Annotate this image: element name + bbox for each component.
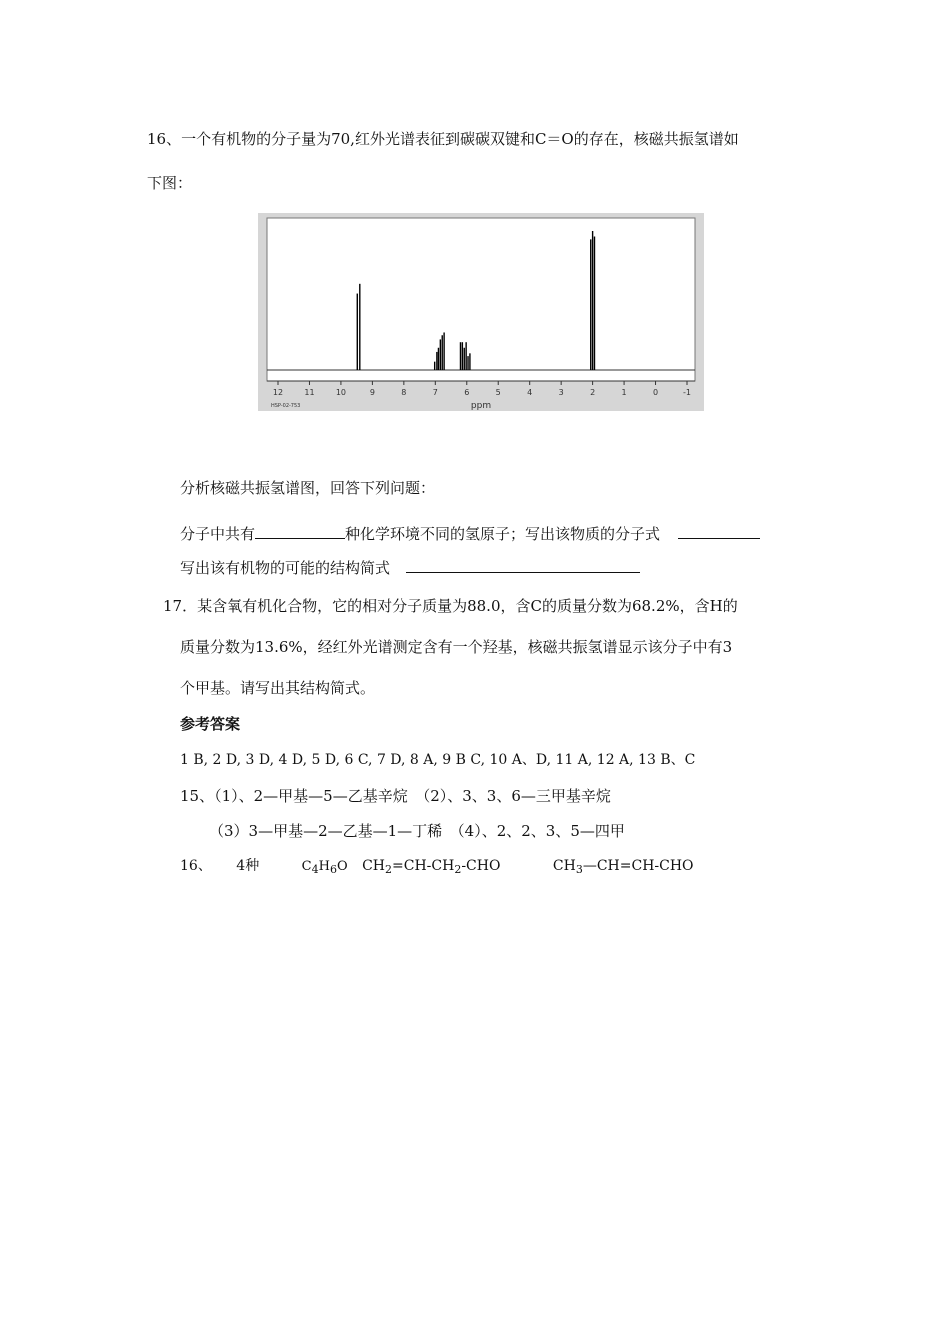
q16-ask1 <box>180 523 760 544</box>
x-tick-label: 6 <box>464 388 470 397</box>
answers-line1: 1 B, 2 D, 3 D, 4 D, 5 D, 6 C, 7 D, 8 A, 9 B C, 10 A、D, 11 A, 12 A, 13 B、C <box>180 752 696 768</box>
q16-ask1-part-b: 种化学环境不同的氢原子；写出该物质的分子式 <box>345 525 661 543</box>
q16-ask1-part-a: 分子中共有 <box>180 525 256 543</box>
x-tick-label: 7 <box>432 388 438 397</box>
answer-blank-structure[interactable] <box>406 558 640 573</box>
answer-blank-h-count[interactable] <box>255 524 345 539</box>
figure-code: HSP-02-753 <box>271 403 301 409</box>
x-tick-label: 10 <box>335 388 347 397</box>
x-tick-label: 11 <box>304 388 315 397</box>
answer16-number: 16、 <box>180 858 212 874</box>
x-tick-label: 0 <box>652 388 659 397</box>
x-tick-label: 4 <box>527 388 533 397</box>
x-tick-label: 8 <box>401 388 407 397</box>
q17-line3: 个甲基。请写出其结构简式。 <box>180 679 376 697</box>
x-tick-label: 1 <box>621 388 627 397</box>
x-tick-label: 9 <box>369 388 375 397</box>
x-tick-label: 3 <box>558 388 564 397</box>
answer16-count: 4种 <box>236 858 260 874</box>
answer-blank-formula[interactable] <box>678 524 760 539</box>
x-axis-label: ppm <box>470 401 492 411</box>
q17-line1: 17．某含氧有机化合物，它的相对分子质量为88.0，含C的质量分数为68.2%，含H的 <box>163 597 738 615</box>
answers-line2: 15、（1）、2—甲基—5—乙基辛烷 （2）、3、3、6—三甲基辛烷 <box>180 787 611 805</box>
x-tick-label: -1 <box>683 388 691 397</box>
q16-line1: 16、一个有机物的分子量为70,红外光谱表征到碳碳双键和C＝O的存在，核磁共振氢谱如 <box>147 130 739 148</box>
answers-line4 <box>180 855 694 876</box>
nmr-spectrum-chart <box>258 213 704 411</box>
answer16-formula: $C_4H_6O$ <box>301 859 348 876</box>
q16-ask2-text: 写出该有机物的可能的结构简式 <box>180 559 391 577</box>
answer16-structure-1: $CH_2=CH-CH_2$-CHO <box>362 858 501 876</box>
x-tick-label: 5 <box>495 388 501 397</box>
x-tick-label: 12 <box>272 388 284 397</box>
answers-line3: （3）3—甲基—2—乙基—1—丁稀 （4）、2、2、3、5—四甲 <box>209 822 625 840</box>
answers-title: 参考答案 <box>180 715 241 733</box>
q17-line2: 质量分数为13.6%，经红外光谱测定含有一个羟基，核磁共振氢谱显示该分子中有3 <box>180 638 733 656</box>
x-tick-label: 2 <box>590 388 596 397</box>
answer16-structure-2: $CH_3—CH=CH$-CHO <box>552 858 694 876</box>
q16-analyze: 分析核磁共振氢谱图，回答下列问题： <box>180 479 436 497</box>
plot-area <box>267 218 695 381</box>
q16-line2: 下图： <box>147 174 193 192</box>
q16-ask2 <box>180 557 640 578</box>
